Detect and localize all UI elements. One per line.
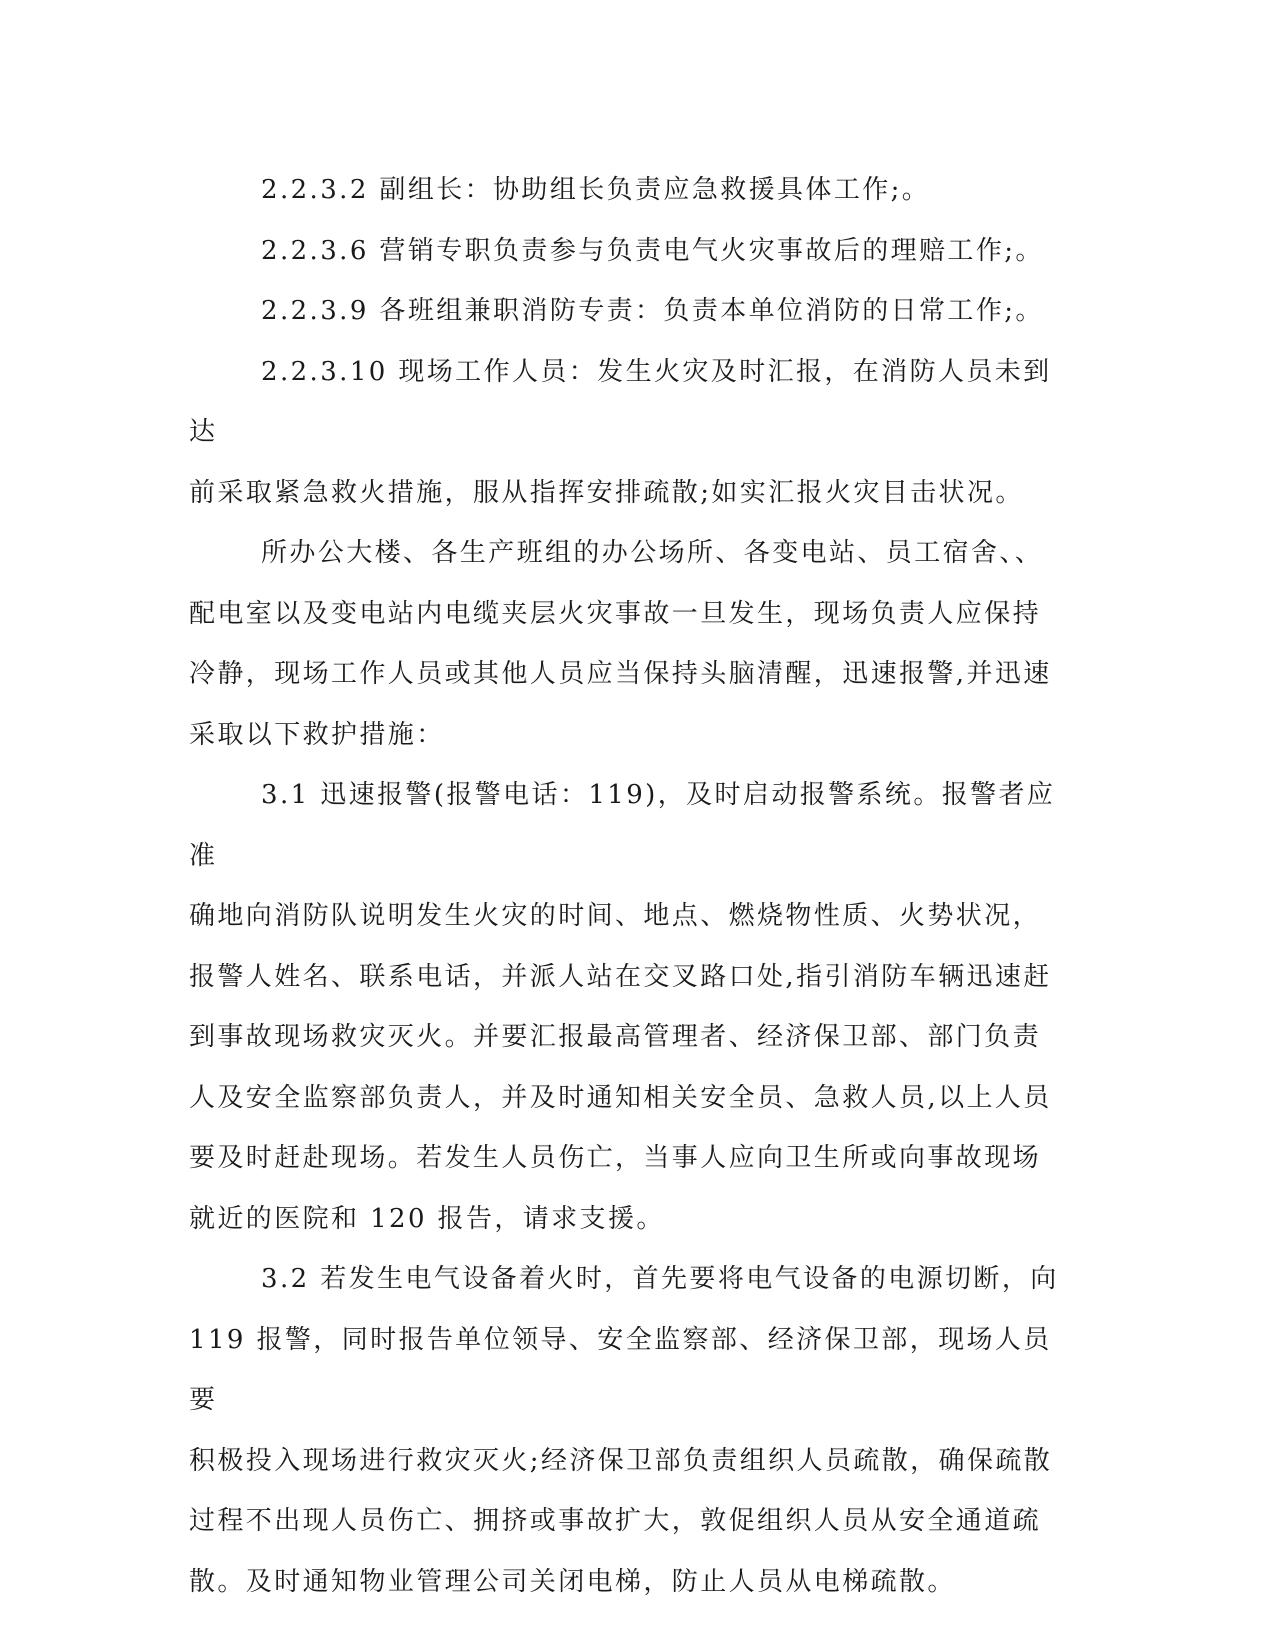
paragraph-2-2-3-9: 2.2.3.9 各班组兼职消防专责：负责本单位消防的日常工作;。 [261, 296, 1044, 326]
paragraph-fire-scope: 所办公大楼、各生产班组的办公场所、各变电站、员工宿舍、、 配电室以及变电站内电缆夹层火灾事故一旦发生，现场负责人应保持 冷静，现场工作人员或其他人员应当保持头脑清醒，迅速报警,并迅速 采取以下救护措施： [189, 538, 1052, 750]
paragraph-2-2-3-6: 2.2.3.6 营销专职负责参与负责电气火灾事故后的理赔工作;。 [261, 235, 1044, 266]
paragraph-3-2: 3.2 若发生电气设备着火时，首先要将电气设备的电源切断，向 119 报警，同时报告单位领导、安全监察部、经济保卫部，现场人员要 积极投入现场进行救灾灭火;经济保卫部负责组织人员疏散，确保疏散 过程不出现人员伤亡、拥挤或事故扩大，敦促组织人员从安全通道疏 散。及时通知物业管理公司关闭电梯，防止人员从电梯疏散。 [189, 1264, 1059, 1597]
document-body [189, 160, 1069, 1612]
paragraph-3-1: 3.1 迅速报警(报警电话：119)，及时启动报警系统。报警者应准 确地向消防队说明发生火灾的时间、地点、燃烧物性质、火势状况， 报警人姓名、联系电话，并派人站在交叉路口处,指引消防车辆迅速赶 到事故现场救灾灭火。并要汇报最高管理者、经济保卫部、部门负责 人及安全监察部负责人，并及时通知相关安全员、急救人员,以上人员 要及时赶赴现场。若发生人员伤亡，当事人应向卫生所或向事故现场 就近的医院和 120 报告，请求支援。 [189, 780, 1056, 1234]
paragraph-2-2-3-2: 2.2.3.2 副组长：协助组长负责应急救援具体工作;。 [261, 175, 931, 205]
paragraph-2-2-3-10: 2.2.3.10 现场工作人员：发生火灾及时汇报，在消防人员未到达 前采取紧急救火措施，服从指挥安排疏散;如实汇报火灾目击状况。 [189, 356, 1052, 508]
